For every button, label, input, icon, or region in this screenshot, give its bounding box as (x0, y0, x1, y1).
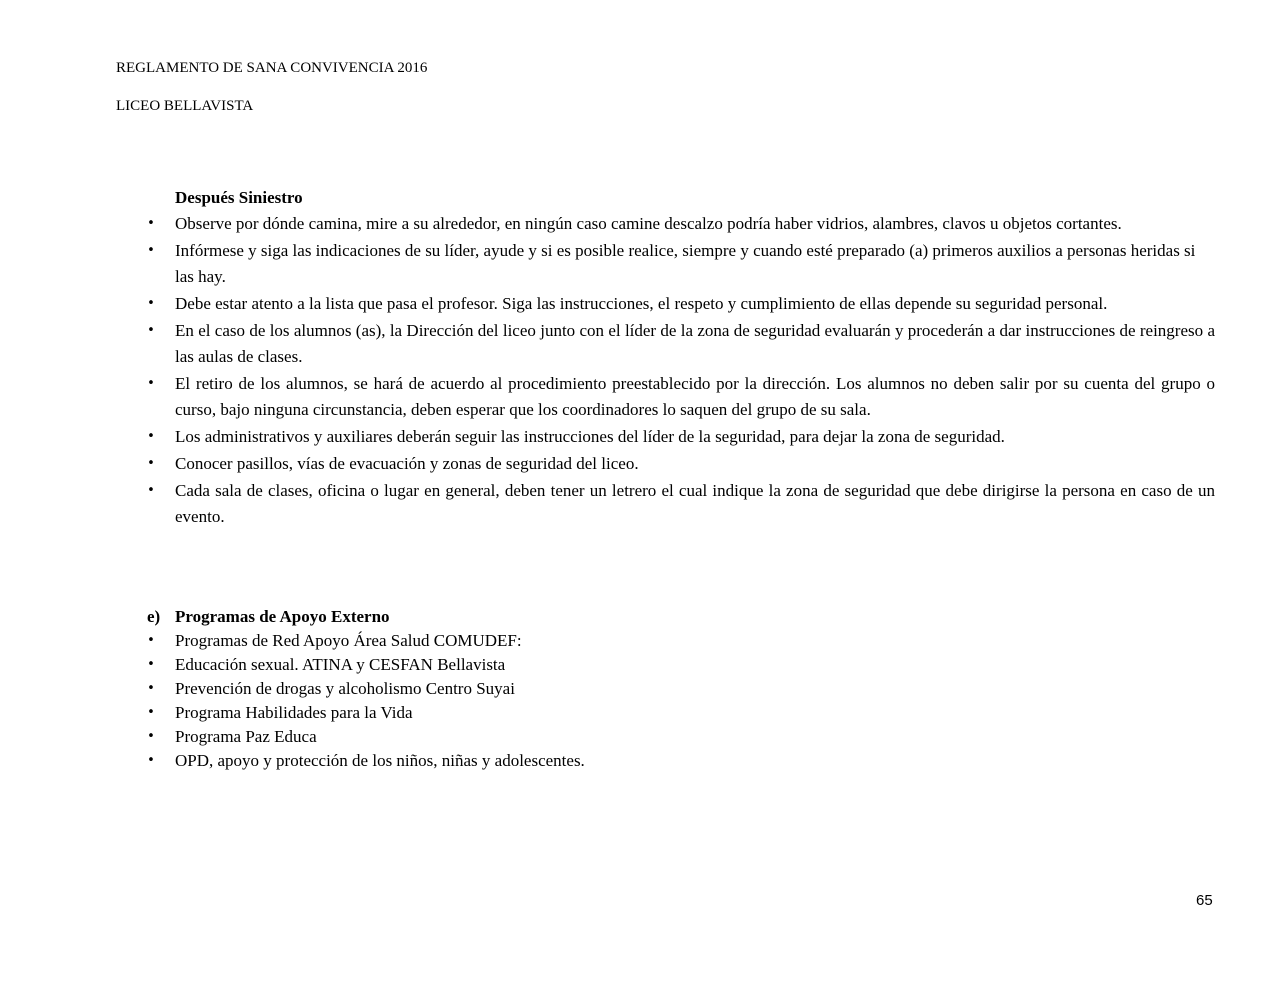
list-item (143, 725, 1215, 749)
list-item (143, 371, 1215, 423)
list-item-text: Programa Habilidades para la Vida (175, 703, 413, 722)
bullet-icon: • (147, 296, 155, 311)
bullet-icon: • (147, 429, 155, 444)
list-item (143, 238, 1215, 290)
list-item (143, 478, 1215, 530)
bullet-icon: • (147, 323, 155, 338)
list-item-text: Infórmese y siga las indicaciones de su líder, ayude y si es posible realice, siempre y cuando esté preparado (a) primeros auxilios a personas heridas si las hay. (175, 241, 1196, 286)
list-item-text: El retiro de los alumnos, se hará de acuerdo al procedimiento preestablecido por la dirección. Los alumnos no deben salir por su cuenta del grupo o curso, bajo ninguna circunstancia, deben esperar que los coordinadores lo saquen del grupo de su sala. (175, 374, 1215, 419)
bullet-icon: • (147, 456, 155, 471)
list-item-text: Programas de Red Apoyo Área Salud COMUDEF: (175, 631, 522, 650)
document-header-school: LICEO BELLAVISTA (116, 98, 254, 114)
after-disaster-heading: Después Siniestro (175, 188, 303, 207)
list-item (143, 424, 1215, 450)
external-support-heading-row (143, 605, 1215, 629)
list-item (143, 653, 1215, 677)
list-item-text: Los administrativos y auxiliares deberán seguir las instrucciones del líder de la seguridad, para dejar la zona de seguridad. (175, 427, 1005, 446)
bullet-icon: • (147, 216, 155, 231)
external-support-heading: Programas de Apoyo Externo (175, 607, 390, 626)
list-item (143, 677, 1215, 701)
list-item (143, 701, 1215, 725)
list-item (143, 291, 1215, 317)
bullet-icon: • (147, 633, 155, 648)
list-item (143, 318, 1215, 370)
list-item (143, 749, 1215, 773)
section-letter: e) (147, 607, 161, 626)
list-item-text: Cada sala de clases, oficina o lugar en general, deben tener un letrero el cual indique la zona de seguridad que debe dirigirse la persona en caso de un evento. (175, 481, 1215, 526)
list-item-text: Programa Paz Educa (175, 727, 317, 746)
list-item-text: Observe por dónde camina, mire a su alrededor, en ningún caso camine descalzo podría haber vidrios, alambres, clavos u objetos cortantes. (175, 214, 1122, 233)
list-item-text: Educación sexual. ATINA y CESFAN Bellavista (175, 655, 506, 674)
external-support-section (143, 605, 1215, 773)
list-item (143, 451, 1215, 477)
list-item-text: Prevención de drogas y alcoholismo Centro Suyai (175, 679, 515, 698)
bullet-icon: • (147, 376, 155, 391)
list-item-text: Conocer pasillos, vías de evacuación y zonas de seguridad del liceo. (175, 454, 639, 473)
bullet-icon: • (147, 753, 155, 768)
list-item-text: OPD, apoyo y protección de los niños, niñas y adolescentes. (175, 751, 585, 770)
after-disaster-heading-row (143, 186, 1215, 210)
page-number: 65 (1196, 892, 1213, 909)
bullet-icon: • (147, 705, 155, 720)
bullet-icon: • (147, 657, 155, 672)
list-item (143, 211, 1215, 237)
list-item-text: En el caso de los alumnos (as), la Dirección del liceo junto con el líder de la zona de seguridad evaluarán y procederán a dar instrucciones de reingreso a las aulas de clases. (175, 321, 1215, 366)
bullet-icon: • (147, 243, 155, 258)
bullet-icon: • (147, 681, 155, 696)
after-disaster-section (143, 186, 1215, 530)
document-header-title: REGLAMENTO DE SANA CONVIVENCIA 2016 (116, 60, 428, 76)
bullet-icon: • (147, 483, 155, 498)
list-item-text: Debe estar atento a la lista que pasa el profesor. Siga las instrucciones, el respeto y cumplimiento de ellas depende su seguridad personal. (175, 294, 1108, 313)
bullet-icon: • (147, 729, 155, 744)
list-item (143, 629, 1215, 653)
